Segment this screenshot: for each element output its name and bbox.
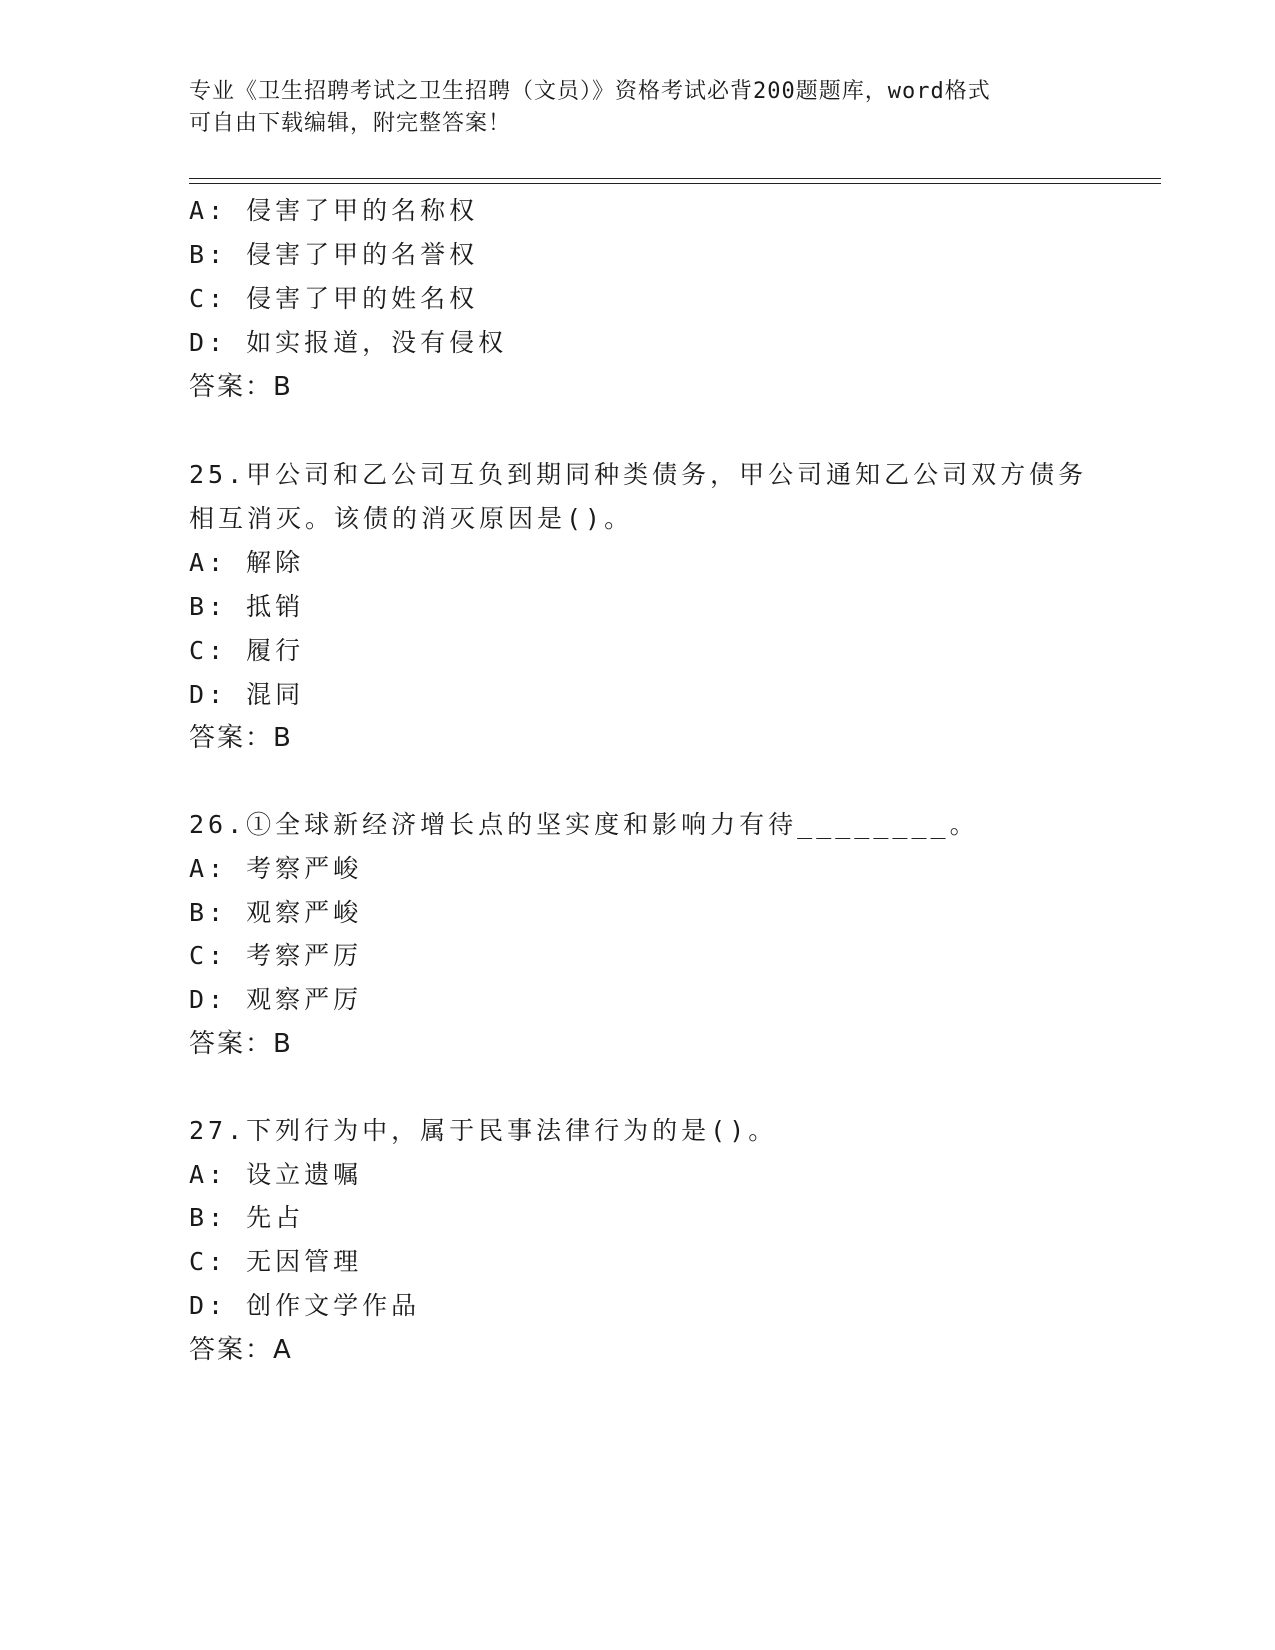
- option-c: C: 无因管理: [189, 1247, 363, 1276]
- answer-line: 答案：B: [189, 1029, 293, 1059]
- option-b: B: 侵害了甲的名誉权: [189, 240, 479, 269]
- option-c: C: 履行: [189, 636, 305, 665]
- option-b: B: 观察严峻: [189, 898, 363, 927]
- question-stem-line1: 25.甲公司和乙公司互负到期同种类债务，甲公司通知乙公司双方债务: [189, 460, 1088, 489]
- option-a: A: 侵害了甲的名称权: [189, 196, 479, 225]
- question-stem-line2: 相互消灭。该债的消灭原因是()。: [189, 504, 634, 533]
- header-title-line2: 可自由下载编辑，附完整答案！: [189, 111, 512, 136]
- option-a: A: 解除: [189, 548, 305, 577]
- option-b: B: 抵销: [189, 592, 305, 621]
- answer-line: 答案：B: [189, 372, 293, 402]
- answer-line: 答案：A: [189, 1335, 293, 1365]
- option-c: C: 侵害了甲的姓名权: [189, 284, 479, 313]
- option-c: C: 考察严厉: [189, 941, 363, 970]
- option-a: A: 设立遗嘱: [189, 1160, 363, 1189]
- option-d: D: 混同: [189, 680, 305, 709]
- header-divider-top: [189, 178, 1161, 179]
- option-d: D: 如实报道，没有侵权: [189, 328, 508, 357]
- question-stem-line1: 27.下列行为中，属于民事法律行为的是()。: [189, 1116, 778, 1145]
- header-divider-bottom: [189, 183, 1161, 184]
- option-d: D: 创作文学作品: [189, 1291, 421, 1320]
- header-title-line1: 专业《卫生招聘考试之卫生招聘（文员）》资格考试必背200题题库，word格式: [189, 79, 991, 104]
- document-header: [189, 76, 1089, 140]
- option-d: D: 观察严厉: [189, 985, 363, 1014]
- option-b: B: 先占: [189, 1203, 305, 1232]
- question-stem-line1: 26.①全球新经济增长点的坚实度和影响力有待________。: [189, 810, 979, 839]
- answer-line: 答案：B: [189, 723, 293, 753]
- option-a: A: 考察严峻: [189, 854, 363, 883]
